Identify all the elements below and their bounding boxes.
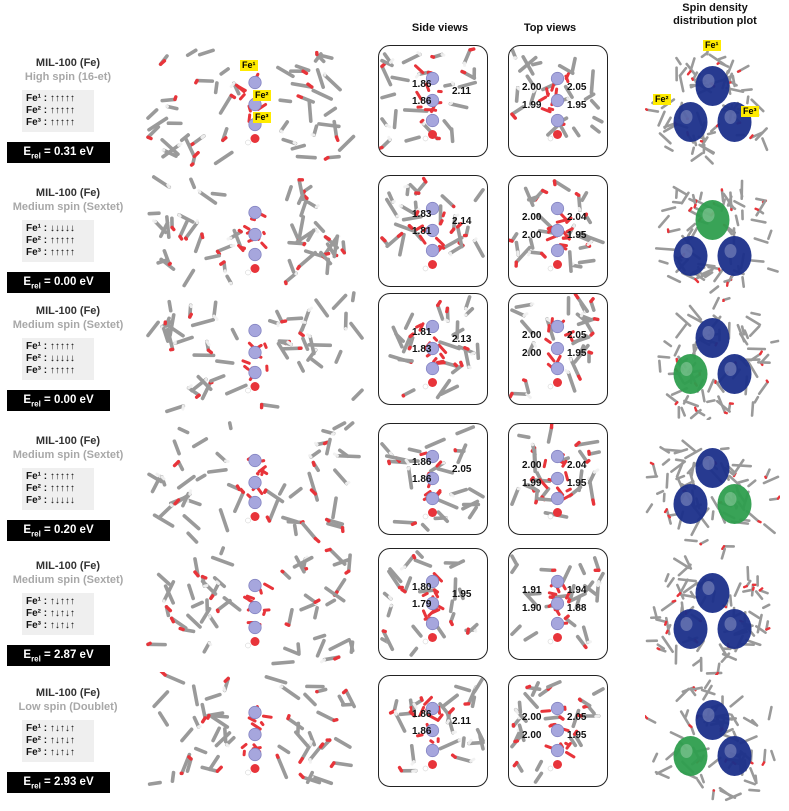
fe-atom-2: [551, 472, 563, 484]
fe-atom-2: [249, 228, 261, 240]
side-bond-length-3: 2.13: [452, 334, 472, 345]
side-bond-length-1: 1.81: [412, 327, 432, 338]
terminal-oxygen: [251, 382, 260, 391]
fe-atom-2: [249, 601, 261, 613]
fe-atom-2: [551, 94, 563, 106]
top-bond-length-1: 2.00: [522, 82, 542, 93]
hydrogen-atom: [548, 136, 553, 141]
hydrogen-atom: [246, 388, 251, 393]
spin-fe3-label: Fe³: [743, 106, 757, 116]
terminal-oxygen: [553, 130, 562, 139]
state-title: [2, 56, 134, 84]
fe-atom-3: [551, 617, 563, 629]
side-view-panel: [378, 293, 488, 405]
fe-atom-3: [249, 621, 261, 633]
relative-energy-box: [7, 772, 110, 793]
fe-oxo-cluster: [236, 74, 265, 145]
mof-structure-image: [145, 42, 365, 167]
side-view-panel: [378, 675, 488, 787]
state-title: [2, 686, 134, 714]
energy-subscript: rel: [31, 654, 41, 664]
side-bond-length-1: 1.86: [412, 709, 432, 720]
fe-atom-2: [551, 724, 563, 736]
cage-sticks: [645, 681, 774, 800]
hydrogen-atom: [548, 639, 553, 644]
framework-name: MIL-100 (Fe): [35, 187, 101, 199]
fe1-spin: Fe¹ : ↑↓↑↓↑: [26, 723, 75, 734]
fe2-spin: Fe² : ↑↑↑↑↑: [26, 235, 75, 246]
fe3-highlight-label: Fe³: [255, 112, 269, 122]
hydrogen-atom: [548, 514, 553, 519]
energy-value: = 2.93 eV: [40, 776, 94, 788]
spin-density-header: [655, 2, 775, 28]
fe-atom-1: [551, 72, 563, 84]
energy-value: = 2.87 eV: [40, 649, 94, 661]
mof-structure-image: [145, 672, 365, 797]
top-bond-length-3: 2.04: [567, 212, 587, 223]
state-row-6: [0, 672, 789, 804]
fe2-spin: Fe² : ↑↓↑↓↑: [26, 608, 75, 619]
fe3-spin: Fe³ : ↑↑↑↑↑: [26, 247, 75, 258]
top-bond-length-2: 2.00: [522, 730, 542, 741]
framework-sticks: [149, 177, 344, 286]
side-view-panel: [378, 548, 488, 660]
fe-atom-1: [551, 320, 563, 332]
fe-atom-3: [551, 114, 563, 126]
fe-oxo-cluster: [548, 575, 569, 644]
fe1-spin: Fe¹ : ↑↑↑↑↑: [26, 341, 75, 352]
energy-symbol: E: [23, 146, 32, 158]
fe-atom-2: [249, 476, 261, 488]
fe3-spin: Fe³ : ↑↓↑↓↑: [26, 620, 75, 631]
energy-value: = 0.00 eV: [40, 394, 94, 406]
terminal-oxygen: [553, 633, 562, 642]
fe-atom-3: [551, 744, 563, 756]
side-bond-length-1: 1.86: [412, 457, 432, 468]
state-row-2: [0, 172, 789, 304]
fe2-spin: Fe² : ↓↓↓↓↓: [26, 353, 75, 364]
side-bond-length-2: 1.83: [412, 344, 432, 355]
spin-configuration-box: [22, 338, 94, 380]
fe1-highlight-label: Fe¹: [242, 60, 256, 70]
terminal-oxygen: [428, 508, 437, 517]
energy-subscript: rel: [31, 151, 41, 161]
fe-atom-1: [551, 450, 563, 462]
fe-atom-1: [249, 76, 261, 88]
top-view-panel: [508, 293, 608, 405]
hydrogen-atom: [246, 140, 251, 145]
top-bond-length-4: 1.95: [567, 100, 587, 111]
relative-energy-box: [7, 142, 110, 163]
side-bond-length-3: 1.95: [452, 589, 472, 600]
top-view-panel: [508, 423, 608, 535]
side-bond-length-3: 2.11: [452, 86, 471, 97]
fe3-spin: Fe³ : ↓↓↓↓↓: [26, 495, 75, 506]
terminal-oxygen: [251, 512, 260, 521]
fe-atom-3: [551, 492, 563, 504]
fe-atom-3: [426, 362, 438, 374]
top-bond-length-4: 1.88: [567, 603, 587, 614]
hydrogen-atom: [423, 514, 428, 519]
spin-density-plot: [645, 40, 780, 168]
energy-symbol: E: [23, 649, 32, 661]
fe-atom-1: [249, 454, 261, 466]
spin-density-plot: [645, 547, 780, 675]
fe-atom-2: [249, 728, 261, 740]
spin-state-label: Medium spin (Sextet): [12, 319, 124, 331]
top-bond-length-2: 2.00: [522, 230, 542, 241]
side-view-panel: [378, 175, 488, 287]
top-bond-length-2: 1.90: [522, 603, 542, 614]
spin-configuration-box: [22, 720, 94, 762]
top-view-panel: [508, 175, 608, 287]
top-bond-length-1: 2.00: [522, 712, 542, 723]
fe-atom-3: [249, 748, 261, 760]
fe-oxo-cluster: [246, 454, 267, 523]
energy-subscript: rel: [31, 781, 41, 791]
fe-atom-3: [551, 244, 563, 256]
state-title: [2, 559, 134, 587]
fe-atom-2: [551, 342, 563, 354]
spin-configuration-box: [22, 468, 94, 510]
energy-value: = 0.00 eV: [40, 276, 94, 288]
relative-energy-box: [7, 520, 110, 541]
spin-density-header-line1: Spin density: [682, 2, 748, 14]
fe-atom-2: [249, 346, 261, 358]
fe2-spin: Fe² : ↑↑↑↑↑: [26, 483, 75, 494]
top-bond-length-1: 2.00: [522, 460, 542, 471]
side-bond-length-3: 2.05: [452, 464, 472, 475]
relative-energy-box: [7, 645, 110, 666]
energy-value: = 0.20 eV: [40, 524, 94, 536]
side-view-panel: [378, 45, 488, 157]
energy-symbol: E: [23, 394, 32, 406]
fe1-spin: Fe¹ : ↑↑↑↑↑: [26, 471, 75, 482]
fe-atom-2: [551, 224, 563, 236]
hydrogen-atom: [423, 266, 428, 271]
top-bond-length-3: 2.05: [567, 330, 587, 341]
top-bond-length-2: 1.99: [522, 100, 542, 111]
terminal-oxygen: [553, 260, 562, 269]
spin-density-header-line2: distribution plot: [673, 15, 757, 27]
hydrogen-atom: [548, 384, 553, 389]
top-bond-length-1: 1.91: [522, 585, 542, 596]
fe-atom-3: [426, 114, 438, 126]
fe2-spin: Fe² : ↑↓↑↓↑: [26, 735, 75, 746]
state-row-5: [0, 545, 789, 677]
fe-atom-3: [249, 366, 261, 378]
terminal-oxygen: [251, 134, 260, 143]
spin-configuration-box: [22, 220, 94, 262]
hydrogen-atom: [423, 136, 428, 141]
hydrogen-atom: [423, 639, 428, 644]
terminal-oxygen: [553, 378, 562, 387]
spin-density-plot: [645, 674, 780, 802]
energy-symbol: E: [23, 524, 32, 536]
fe2-spin: Fe² : ↑↑↑↑↑: [26, 105, 75, 116]
top-bond-length-2: 2.00: [522, 348, 542, 359]
hydrogen-atom: [246, 270, 251, 275]
terminal-oxygen: [428, 760, 437, 769]
fe-atom-3: [426, 617, 438, 629]
state-row-3: [0, 290, 789, 422]
terminal-oxygen: [251, 637, 260, 646]
hydrogen-atom: [246, 518, 251, 523]
fe-atom-1: [249, 706, 261, 718]
state-row-1: [0, 42, 789, 174]
side-bond-length-2: 1.81: [412, 226, 432, 237]
fe-atom-3: [249, 248, 261, 260]
energy-value: = 0.31 eV: [40, 146, 94, 158]
spin-density-plot: [645, 292, 780, 420]
hydrogen-atom: [423, 384, 428, 389]
fe1-spin: Fe¹ : ↑↓↑↑↑: [26, 596, 75, 607]
fe3-spin: Fe³ : ↑↑↑↑↑: [26, 117, 75, 128]
fe1-spin: Fe¹ : ↓↓↓↓↓: [26, 223, 75, 234]
spin-configuration-box: [22, 593, 94, 635]
spin-fe2-label: Fe²: [655, 94, 669, 104]
fe-atom-1: [249, 579, 261, 591]
framework-name: MIL-100 (Fe): [35, 435, 101, 447]
top-views-header: Top views: [523, 22, 577, 34]
terminal-oxygen: [428, 378, 437, 387]
state-title: [2, 304, 134, 332]
framework-name: MIL-100 (Fe): [35, 57, 101, 69]
top-view-panel: [508, 675, 608, 787]
spin-density-plot: [645, 422, 780, 550]
fe3-spin: Fe³ : ↑↑↑↑↑: [26, 365, 75, 376]
terminal-oxygen: [553, 508, 562, 517]
terminal-oxygen: [251, 764, 260, 773]
mof-structure-image: [145, 290, 365, 415]
side-bond-length-2: 1.86: [412, 96, 432, 107]
hydrogen-atom: [246, 770, 251, 775]
terminal-oxygen: [553, 760, 562, 769]
top-bond-length-4: 1.95: [567, 478, 587, 489]
fe-atom-1: [249, 324, 261, 336]
framework-name: MIL-100 (Fe): [35, 687, 101, 699]
spin-state-label: Low spin (Doublet): [18, 701, 118, 713]
fe-oxo-cluster: [243, 324, 267, 393]
top-bond-length-3: 2.05: [567, 712, 587, 723]
fe1-spin: Fe¹ : ↑↑↑↑↑: [26, 93, 75, 104]
side-bond-length-1: 1.83: [412, 209, 432, 220]
top-bond-length-4: 1.95: [567, 730, 587, 741]
fe-atom-3: [426, 492, 438, 504]
fe2-highlight-label: Fe²: [255, 90, 269, 100]
side-bond-length-3: 2.11: [452, 716, 471, 727]
terminal-oxygen: [428, 130, 437, 139]
spin-state-label: Medium spin (Sextet): [12, 201, 124, 213]
state-row-4: [0, 420, 789, 552]
top-bond-length-1: 2.00: [522, 330, 542, 341]
top-bond-length-3: 2.05: [567, 82, 587, 93]
energy-symbol: E: [23, 276, 32, 288]
framework-name: MIL-100 (Fe): [35, 560, 101, 572]
top-view-panel: [508, 45, 608, 157]
energy-subscript: rel: [31, 529, 41, 539]
spin-density-plot: [645, 174, 780, 302]
side-views-header: Side views: [411, 22, 469, 34]
fe-atom-1: [249, 206, 261, 218]
fe-oxo-cluster: [242, 706, 271, 775]
top-bond-length-1: 2.00: [522, 212, 542, 223]
fe-atom-3: [426, 744, 438, 756]
fe-oxo-cluster: [239, 206, 266, 275]
top-view-panel: [508, 548, 608, 660]
energy-subscript: rel: [31, 281, 41, 291]
side-bond-length-3: 2.14: [452, 216, 472, 227]
side-bond-length-1: 1.80: [412, 582, 432, 593]
cage-sticks: [656, 181, 777, 302]
fe-atom-3: [249, 496, 261, 508]
hydrogen-atom: [548, 266, 553, 271]
framework-name: MIL-100 (Fe): [35, 305, 101, 317]
hydrogen-atom: [423, 766, 428, 771]
state-title: [2, 434, 134, 462]
terminal-oxygen: [251, 264, 260, 273]
top-bond-length-3: 1.94: [567, 585, 587, 596]
side-bond-length-2: 1.86: [412, 474, 432, 485]
mof-structure-image: [145, 420, 365, 545]
spin-state-label: High spin (16-et): [24, 71, 112, 83]
top-bond-length-2: 1.99: [522, 478, 542, 489]
hydrogen-atom: [246, 643, 251, 648]
relative-energy-box: [7, 390, 110, 411]
fe-atom-1: [551, 575, 563, 587]
side-bond-length-2: 1.86: [412, 726, 432, 737]
fe-atom-2: [551, 597, 563, 609]
side-view-panel: [378, 423, 488, 535]
fe-atom-3: [551, 362, 563, 374]
fe3-spin: Fe³ : ↑↓↑↓↑: [26, 747, 75, 758]
top-bond-length-3: 2.04: [567, 460, 587, 471]
fe-atom-3: [426, 244, 438, 256]
terminal-oxygen: [428, 633, 437, 642]
fe-oxo-cluster: [245, 579, 273, 648]
fe-atom-1: [551, 202, 563, 214]
spin-fe1-label: Fe¹: [705, 40, 719, 50]
spin-state-label: Medium spin (Sextet): [12, 449, 124, 461]
top-bond-length-4: 1.95: [567, 230, 587, 241]
side-bond-length-2: 1.79: [412, 599, 432, 610]
mof-structure-image: [145, 545, 365, 670]
spin-state-label: Medium spin (Sextet): [12, 574, 124, 586]
side-bond-length-1: 1.86: [412, 79, 432, 90]
fe-atom-1: [551, 702, 563, 714]
cage-sticks: [659, 298, 778, 420]
energy-subscript: rel: [31, 399, 41, 409]
energy-symbol: E: [23, 776, 32, 788]
terminal-oxygen: [428, 260, 437, 269]
state-title: [2, 186, 134, 214]
mof-structure-image: [145, 172, 365, 297]
top-bond-length-4: 1.95: [567, 348, 587, 359]
hydrogen-atom: [548, 766, 553, 771]
spin-configuration-box: [22, 90, 94, 132]
